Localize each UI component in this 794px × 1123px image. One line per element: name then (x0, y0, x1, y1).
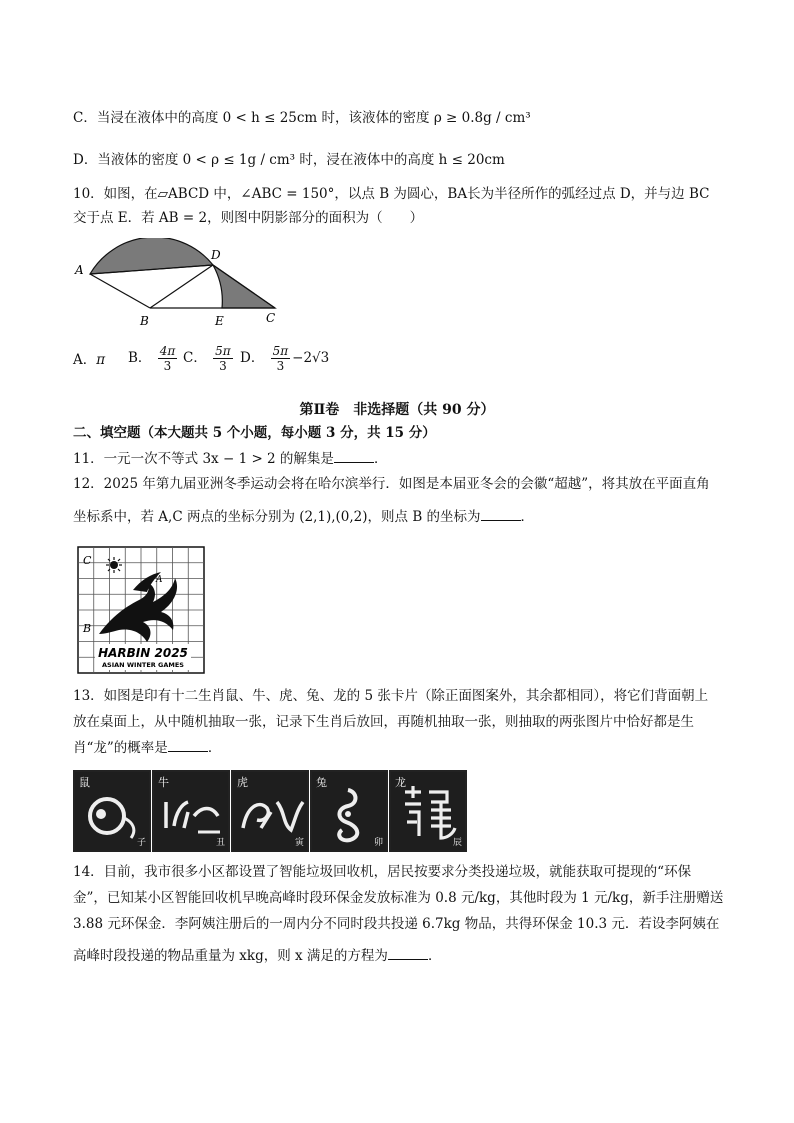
q12-text-line2: 坐标系中，若 A,C 两点的坐标分别为 (2,1),(0,2)，则点 B 的坐标为 ． (73, 509, 535, 525)
q14-text-line1: 14．目前，我市很多小区都设置了智能垃圾回收机，居民按要求分类投递垃圾，就能获取可提现的“环保 (73, 864, 692, 880)
q10-option-b (128, 344, 179, 373)
q14-text-line4: 高峰时段投递的物品重量为 xkg，则 x 满足的方程为 ． (73, 948, 442, 964)
option-a-value: π (96, 352, 106, 368)
option-c-fraction: $\frac{5\pi}{3}$ (215, 344, 231, 373)
option-b-label: B． (128, 350, 152, 366)
parallelogram-figure (72, 238, 282, 330)
option-d-fraction: $\frac{5\pi}{3}$ (272, 344, 289, 373)
q10-option-c (183, 344, 235, 373)
grid-label-C: C (83, 554, 92, 567)
q13-answer-blank[interactable] (168, 739, 208, 752)
q14-text-line3: 3.88 元环保金．李阿姨注册后的一周内分不同时段共投递 6.7kg 物品，共得环保金 10.3 元．若设李阿姨在 (73, 916, 720, 932)
fill-in-section-heading: 二、填空题（本大题共 5 个小题，每小题 3 分，共 15 分） (73, 425, 436, 441)
q12-answer-blank[interactable] (481, 508, 521, 521)
shaded-segment-top (90, 238, 213, 274)
label-B: B (140, 314, 149, 328)
option-d-label: D． (240, 350, 265, 366)
q11: 11．一元一次不等式 3x − 1 > 2 的解集是 ． (73, 451, 388, 467)
option-d-tail: −2√3 (292, 350, 330, 366)
zodiac-card-rat: 鼠 子 (73, 770, 151, 852)
option-c-label: C． (183, 350, 207, 366)
label-A: A (75, 263, 84, 277)
zodiac-card-tiger: 虎 寅 (231, 770, 309, 852)
label-D: D (211, 248, 221, 262)
q10-option-d (240, 344, 329, 373)
zodiac-card-ox: 牛 丑 (152, 770, 230, 852)
asian-winter-games-logo-grid (77, 546, 205, 674)
q12-text-line1: 12．2025 年第九届亚洲冬季运动会将在哈尔滨举行．如图是本届亚冬会的会徽“超越”，将其放在平面直角 (73, 476, 710, 492)
option-a-label: A． (73, 352, 97, 368)
label-E: E (215, 314, 224, 328)
q11-text: 11．一元一次不等式 3x − 1 > 2 的解集是 (73, 451, 334, 467)
q10-text-line1: 10．如图，在▱ABCD 中，∠ABC = 150°，以点 B 为圆心，BA长为半径所作的弧经过点 D，并与边 BC (73, 186, 710, 202)
q13-text-line3: 肖“龙”的概率是 ． (73, 740, 222, 756)
q14-text-line2: 金”，已知某小区智能回收机早晚高峰时段环保金发放标准为 0.8 元/kg，其他时段为 1 元/kg，新手注册赠送 (73, 890, 724, 906)
q10-text-line2: 交于点 E．若 AB = 2，则图中阴影部分的面积为（ ） (73, 210, 424, 226)
zodiac-card-rabbit: 兔 卯 (310, 770, 388, 852)
sun-icon (106, 557, 122, 573)
grid-label-B: B (83, 622, 92, 635)
logo-text-sub: ASIAN WINTER GAMES (102, 661, 184, 669)
q14-answer-blank[interactable] (388, 947, 428, 960)
q9-option-c: C．当浸在液体中的高度 0 < h ≤ 25cm 时，该液体的密度 ρ ≥ 0.8g / cm³ (73, 110, 531, 126)
q13-text-line1: 13．如图是印有十二生肖鼠、牛、虎、兔、龙的 5 张卡片（除正面图案外，其余都相同），将它们背面朝上 (73, 688, 709, 704)
grid-label-A: A (156, 575, 163, 585)
q13-text-line2: 放在桌面上，从中随机抽取一张，记录下生肖后放回，再随机抽取一张，则抽取的两张图片中恰好都是生 (73, 714, 694, 730)
label-C: C (266, 311, 276, 325)
q9-option-d: D．当液体的密度 0 < ρ ≤ 1g / cm³ 时，浸在液体中的高度 h ≤ 20cm (73, 152, 505, 168)
option-b-fraction: $\frac{4\pi}{3}$ (159, 344, 176, 373)
part2-title: 第Ⅱ卷 非选择题（共 90 分） (299, 402, 495, 418)
q11-answer-blank[interactable] (334, 450, 374, 463)
q10-option-a (73, 348, 105, 368)
logo-text-main: HARBIN 2025 (98, 646, 188, 660)
zodiac-card-dragon: 龙 辰 (389, 770, 467, 852)
